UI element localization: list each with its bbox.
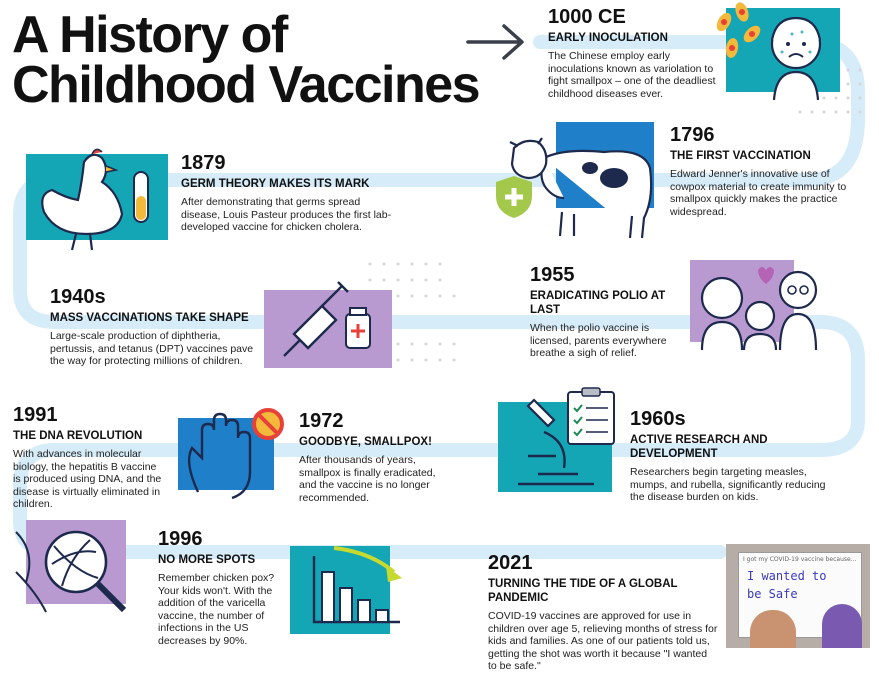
event-text: The Chinese employ early inoculations known as variolation to fight smallpox – one of the deadliest childhood diseases ever. — [548, 50, 716, 100]
event-text: Remember chicken pox? Your kids won't. With the addition of the varicella vaccine, the number of infections in the US decreases by 90%. — [158, 572, 275, 647]
event-heading: EARLY INOCULATION — [548, 32, 668, 44]
title-line-2: Childhood Vaccines — [12, 56, 480, 114]
event-text: When the polio vaccine is licensed, parents everywhere breathe a sigh of relief. — [530, 322, 667, 360]
shield-icon — [494, 174, 534, 220]
event-year: 1940s — [50, 286, 106, 308]
event-1972 — [299, 410, 449, 504]
event-heading: TURNING THE TIDE OF A GLOBAL PANDEMIC — [488, 578, 678, 604]
event-1000ce — [548, 6, 716, 100]
event-text: After thousands of years, smallpox is finally eradicated, and the vaccine is no longer recommended. — [299, 454, 436, 504]
event-heading: NO MORE SPOTS — [158, 554, 256, 566]
event-text: With advances in molecular biology, the hepatitis B vaccine is produced using DNA, and the disease is virtually eliminated in children. — [13, 448, 162, 511]
event-year: 1960s — [630, 408, 686, 430]
event-year: 1955 — [530, 264, 575, 286]
event-year: 1879 — [181, 152, 226, 174]
event-heading: THE FIRST VACCINATION — [670, 150, 811, 162]
event-1996 — [158, 528, 282, 648]
syringe-icon — [264, 290, 392, 368]
event-text: COVID-19 vaccines are approved for use in children over age 5, relieving months of stress for kids and families. As one of our patients told us, getting the shot was worth it because "I wanted to be safe." — [488, 610, 718, 673]
event-1960s — [630, 408, 830, 504]
event-year: 1996 — [158, 528, 203, 550]
event-heading: GOODBYE, SMALLPOX! — [299, 436, 432, 448]
event-heading: ERADICATING POLIO AT LAST — [530, 290, 666, 316]
dna-magnifier-icon — [26, 520, 126, 604]
event-heading: THE DNA REVOLUTION — [13, 430, 143, 442]
title-line-1: A History of — [12, 6, 287, 64]
photo-caption: I got my COVID-19 vaccine because... — [743, 556, 857, 563]
declining-chart-icon — [290, 546, 390, 634]
event-year: 1796 — [670, 124, 715, 146]
event-year: 2021 — [488, 552, 533, 574]
photo-handwriting: I wanted to be Safe — [747, 569, 827, 601]
family-icon — [690, 260, 794, 342]
event-heading: ACTIVE RESEARCH AND DEVELOPMENT — [630, 434, 768, 460]
arrow-right-icon — [466, 22, 526, 62]
event-2021 — [488, 552, 718, 673]
event-year: 1000 CE — [548, 6, 626, 28]
cow-icon — [556, 122, 654, 208]
event-1879 — [181, 152, 401, 234]
event-text: Researchers begin targeting measles, mumps, and rubella, significantly reducing the disease burden on kids. — [630, 466, 826, 504]
event-year: 1972 — [299, 410, 344, 432]
microscope-icon — [498, 402, 612, 492]
sick-child-icon — [726, 8, 840, 92]
event-1940s — [50, 286, 260, 368]
event-1955 — [530, 264, 690, 360]
chicken-icon — [26, 154, 168, 240]
event-heading: MASS VACCINATIONS TAKE SHAPE — [50, 312, 249, 324]
page-title — [12, 6, 480, 114]
event-heading: GERM THEORY MAKES ITS MARK — [181, 178, 370, 190]
event-text: Large-scale production of diphtheria, pertussis, and tetanus (DPT) vaccines pave the way for protecting millions of children. — [50, 330, 254, 368]
event-year: 1991 — [13, 404, 58, 426]
event-text: Edward Jenner's innovative use of cowpox material to create immunity to smallpox quickly makes the practice widespread. — [670, 168, 847, 218]
event-1991 — [13, 404, 163, 511]
event-1796 — [670, 124, 850, 218]
event-text: After demonstrating that germs spread disease, Louis Pasteur produces the first lab-developed vaccine for chicken cholera. — [181, 196, 392, 234]
child-drawing-photo — [726, 544, 870, 648]
hand-icon — [178, 418, 274, 490]
